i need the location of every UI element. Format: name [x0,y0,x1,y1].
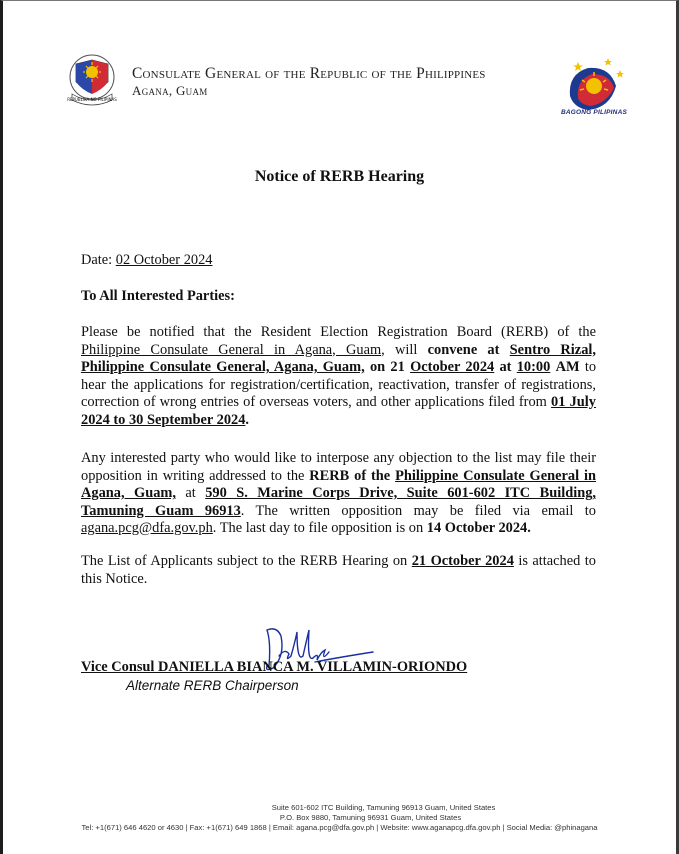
paragraph-opposition: Any interested party who would like to interpose any objection to the list may file their opposition in writing addressed to the RERB of the Philippine Consulate General in Agana, Guam, at 590 S. Marine Corps Drive, Suite 601-602 ITC Building, Tamuning Guam 96913. The written opposition may be filed via email to agana.pcg@dfa.gov.ph. The last day to file opposition is on 14 October 2024. [81,450,596,536]
date-line [81,252,596,270]
bagong-pilipinas-caption: BAGONG PILIPINAS [560,109,628,116]
signatory-title: Alternate RERB Chairperson [126,678,299,693]
date-value: 02 October 2024 [115,252,213,268]
email-link[interactable]: agana.pcg@dfa.gov.ph [81,520,213,536]
signatory-name: Vice Consul DANIELLA BIANCA M. VILLAMIN-ORIONDO [81,659,468,675]
date-label: Date: [81,252,116,268]
svg-text:REPUBLIKA NG PILIPINAS: REPUBLIKA NG PILIPINAS [67,97,117,102]
paragraph-hearing-notice: Please be notified that the Resident Election Registration Board (RERB) of the Philippine Consulate General in Agana, Guam, will convene at Sentro Rizal, Philippine Consulate General, Agana, Guam, on 21 October 2024 at 10:00 AM to hear the applications for registration/certification, reactivation, transfer of registrations, correction of wrong entries of overseas voters, and other applications filed from 01 July 2024 to 30 September 2024. [81,324,597,428]
consulate-location: Agana, Guam [132,83,208,98]
footer-address-2: P.O. Box 9880, Tamuning 96931 Guam, United States [279,813,462,822]
salutation: To All Interested Parties: [81,288,235,304]
header-text [132,66,486,99]
footer-contacts: Tel: +1(671) 646 4620 or 4630 | Fax: +1(671) 649 1868 | Email: agana.pcg@dfa.gov.ph | Website: www.aganapcg.dfa.gov.ph | Social Media: @phinagana [81,823,598,832]
paragraph-attachment: The List of Applicants subject to the RERB Hearing on 21 October 2024 is attached to this Notice. [81,553,596,587]
philippine-seal-icon [62,50,122,110]
page-title: Notice of RERB Hearing [254,168,425,185]
bagong-pilipinas-logo-icon [558,56,630,116]
footer-address-1: Suite 601-602 ITC Building, Tamuning 96913 Guam, United States [271,803,496,812]
consulate-name: Consulate General of the Republic of the Philippines [132,65,486,82]
